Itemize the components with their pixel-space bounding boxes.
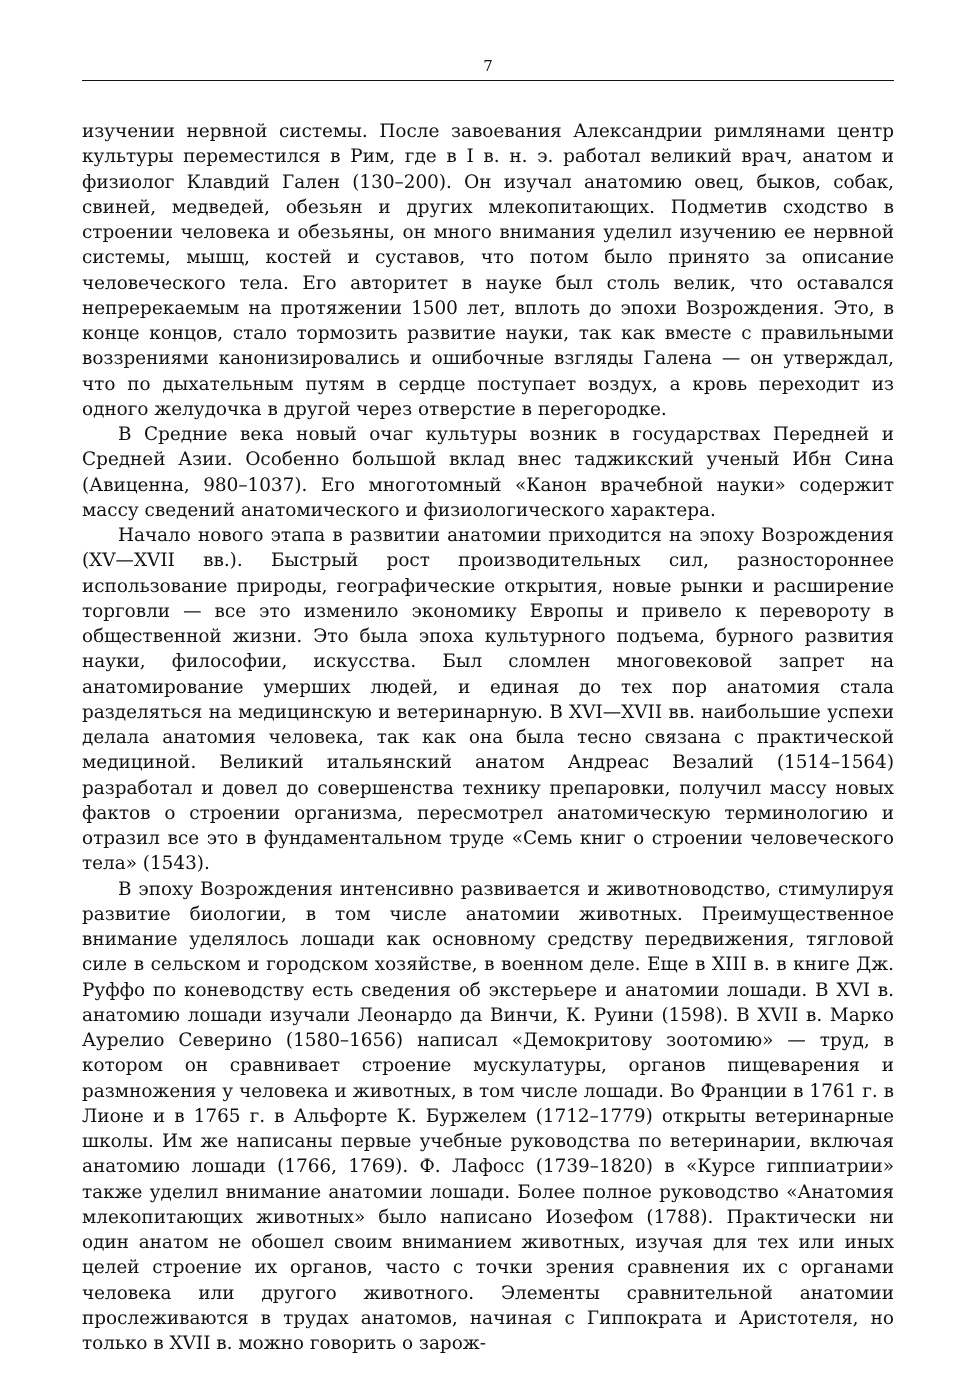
paragraph-animal-anatomy: В эпоху Возрождения интенсивно развивается и животноводство, стимулируя развитие биологии, в том числе анатомии животных. Преимущественное внимание уделялось лошади как основному средству передвижения, тягловой силе в сельском и городском хозяйстве, в военном деле. Еще в XIII в. в книге Дж. Руффо по коневодству есть сведения об экстерьере и анатомии лошади. В XVI в. анатомию лошади изучали Леонардо да Винчи, К. Руини (1598). В XVII в. Марко Аурелио Северино (1580–1656) написал «Демокритову зоотомию» — труд, в котором он сравнивает строение мускулатуры, органов пищеварения и размножения у человека и животных, в том числе лошади. Во Франции в 1761 г. в Лионе и в 1765 г. в Альфорте К. Буржелем (1712–1779) открыты ветеринарные школы. Им же написаны первые учебные руководства по ветеринарии, включая анатомию лошади (1766, 1769). Ф. Лафосс (1739–1820) в «Курсе гиппиатрии» также уделил внимание анатомии лошади. Более полное руководство «Анатомия млекопитающих животных» было написано Иозефом (1788). Практически ни один анатом не обошел своим вниманием животных, изучая для тех или иных целей строение их органов, часто с точки зрения сравнения их с органами человека или другого животного. Элементы сравнительной анатомии прослеживаются в трудах анатомов, начиная с Гиппократа и Аристотеля, но только в XVII в. можно говорить о зарож- bbox=[82, 878, 894, 1354]
paragraph-middle-ages: В Средние века новый очаг культуры возник в государствах Передней и Средней Азии. Особенно большой вклад внес таджикский ученый Ибн Сина (Авиценна, 980–1037). Его многотомный «Канон врачебной науки» содержит массу сведений анатомического и физиологического характера. bbox=[82, 424, 894, 521]
paragraph-renaissance: Начало нового этапа в развитии анатомии приходится на эпоху Возрождения (XV—XVII вв.). Быстрый рост производительных сил, разностороннее использование природы, географические открытия, новые рынки и расширение торговли — все это изменило экономику Европы и привело к перевороту в общественной жизни. Это была эпоха культурного подъема, бурного развития науки, философии, искусства. Был сломлен многовековой запрет на анатомирование умерших людей, и единая до тех пор анатомия стала разделяться на медицинскую и ветеринарную. В XVI—XVII вв. наибольшие успехи делала анатомия человека, так как она была тесно связана с практической медициной. Великий итальянский анатом Андреас Везалий (1514–1564) разработал и довел до совершенства технику препаровки, получил массу новых фактов о строении организма, пересмотрел анатомическую терминологию и отразил все это в фундаментальном труде «Семь книг о строении человеческого тела» (1543). bbox=[82, 525, 894, 875]
body-text bbox=[82, 119, 894, 1356]
paragraph-galen: изучении нервной системы. После завоевания Александрии римлянами центр культуры переместился в Рим, где в I в. н. э. работал великий врач, анатом и физиолог Клавдий Гален (130–200). Он изучал анатомию овец, быков, собак, свиней, медведей, обезьян и других млекопитающих. Подметив сходство в строении человека и обезьяны, он много внимания уделил изучению ее нервной системы, мышц, костей и суставов, что потом было принято за описание человеческого тела. Его авторитет в науке был столь велик, что оставался непререкаемым на протяжении 1500 лет, вплоть до эпохи Возрождения. Это, в конце концов, стало тормозить развитие науки, так как вместе с правильными воззрениями канонизировались и ошибочные взгляды Галена — он утверждал, что по дыхательным путям в сердце поступает воздух, а кровь переходит из одного желудочка в другой через отверстие в перегородке. bbox=[82, 121, 894, 420]
header-rule bbox=[82, 80, 894, 81]
book-page bbox=[82, 56, 894, 1356]
page-number: 7 bbox=[483, 57, 493, 75]
